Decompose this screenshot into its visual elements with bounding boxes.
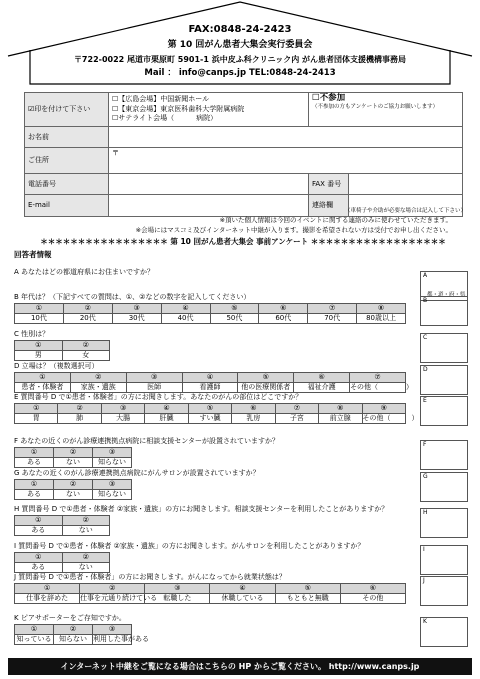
option-label: すい臓: [188, 414, 231, 424]
answer-options: [14, 583, 406, 604]
option-number: ①: [15, 448, 54, 458]
option-label: 30代: [112, 314, 161, 324]
option-label: 利用した事がある: [93, 635, 149, 644]
option-number: ②: [58, 404, 101, 414]
answer-box-letter: C: [423, 334, 428, 341]
option-number: ①: [15, 625, 54, 635]
answer-box[interactable]: [420, 333, 468, 363]
option-label: 男: [15, 351, 63, 361]
option-number: ③: [93, 448, 132, 458]
notes-hint: （車椅子や介助が必要な場合は記入して下さい）: [344, 208, 466, 214]
option-number: ②: [62, 553, 110, 563]
answer-box-letter: B: [423, 297, 428, 304]
option-number: ⑦: [308, 304, 357, 314]
option-label: 10代: [15, 314, 64, 324]
option-number: ⑤: [188, 404, 231, 414]
option-number: ⑤: [275, 584, 340, 594]
option-number: ②: [70, 373, 126, 383]
answer-box-letter: F: [423, 441, 427, 448]
option-number: ①: [15, 341, 63, 351]
option-number: ⑥: [259, 304, 308, 314]
committee-name: 第 10 回がん患者大集会実行委員会: [167, 40, 313, 50]
answer-box[interactable]: [420, 617, 468, 647]
answer-options: [14, 403, 419, 424]
option-label: もともと無職: [275, 594, 340, 604]
answer-box-letter: D: [423, 366, 428, 373]
option-number: ②: [54, 480, 93, 490]
question-text: J 質問番号 D で①患者・体験者」の方にお聞きします。がんになってから就業状態は？: [14, 573, 286, 581]
option-number: ⑧: [319, 404, 362, 414]
option-label: ある: [15, 526, 63, 536]
registration-form: [24, 92, 463, 217]
answer-box-letter: E: [423, 397, 427, 404]
answer-box[interactable]: [420, 508, 468, 538]
venue-options: [109, 93, 309, 127]
address-label: ご住所: [25, 148, 109, 174]
answer-options: [14, 340, 110, 361]
answer-box[interactable]: [420, 576, 468, 606]
option-number: ③: [112, 304, 161, 314]
option-number: ④: [145, 404, 188, 414]
phone-field[interactable]: [109, 174, 309, 195]
option-label: ある: [15, 458, 54, 468]
option-label: 福祉介護: [294, 383, 350, 393]
option-label: 知らない: [93, 490, 132, 500]
media-notice: ※会場にはマスコミ及びインターネット中継が入ります。撮影を希望されない方は受付でお申し出ください。: [135, 226, 452, 234]
not-attending-cell: [309, 93, 463, 127]
option-number: ③: [145, 584, 210, 594]
option-number: ①: [15, 516, 63, 526]
answer-box-letter: A: [423, 272, 428, 279]
answer-box-letter: H: [423, 509, 428, 516]
answer-box-hint: 都・道・府・県: [427, 291, 466, 298]
not-attending-note: （不参加の方もアンケートのご協力お願いします）: [312, 103, 439, 110]
option-number: ⑤: [210, 304, 259, 314]
option-number: ⑧: [357, 304, 406, 314]
question-text: E 質問番号 D で①患者・体験者」の方にお聞きします。あなたのがんの部位はどこですか？: [14, 393, 303, 401]
option-label: その他: [340, 594, 405, 604]
option-label: ある: [15, 563, 63, 573]
contact-info: Mail ： info@canps.jp TEL:0848-24-2413: [144, 68, 336, 78]
answer-box[interactable]: [420, 440, 468, 470]
answer-box[interactable]: [420, 472, 468, 502]
option-number: ⑦: [275, 404, 318, 414]
option-number: ②: [62, 516, 110, 526]
option-number: ②: [62, 341, 110, 351]
option-number: ②: [63, 304, 112, 314]
option-label: 50代: [210, 314, 259, 324]
option-number: ⑥: [232, 404, 275, 414]
option-number: ③: [93, 480, 132, 490]
option-number: ②: [80, 584, 145, 594]
fax-field[interactable]: [349, 174, 463, 195]
option-label: 肺: [58, 414, 101, 424]
option-number: ③: [126, 373, 182, 383]
letterhead: [0, 0, 480, 86]
option-label: 知っている: [16, 635, 52, 644]
answer-options: [14, 479, 132, 500]
option-number: ②: [54, 448, 93, 458]
option-label: ない: [62, 526, 110, 536]
question-text: I 質問番号 D で①患者・体験者 ②家族・遺族」の方にお聞きします。がんサロンを利用したことがありますか？: [14, 542, 365, 550]
option-label: 医師: [126, 383, 182, 393]
option-number: ①: [15, 480, 54, 490]
option-label: 仕事を辞めた: [15, 594, 80, 604]
answer-box[interactable]: [420, 545, 468, 575]
option-label: 前立腺: [319, 414, 362, 424]
option-number: ①: [15, 553, 63, 563]
option-number: ⑦: [350, 373, 406, 383]
answer-options: [14, 552, 110, 573]
answer-box[interactable]: [420, 296, 468, 326]
option-label: 仕事を元通り続けている: [80, 594, 158, 603]
option-number: ①: [15, 584, 80, 594]
answer-box-letter: I: [423, 546, 425, 553]
option-label: 女: [62, 351, 110, 361]
option-label: 80歳以上: [357, 314, 406, 324]
answer-options: [14, 515, 110, 536]
answer-options: [14, 447, 132, 468]
option-number: ④: [161, 304, 210, 314]
option-number: ③: [93, 625, 132, 635]
option-number: ⑥: [340, 584, 405, 594]
email-label: E-mail: [25, 195, 109, 217]
venue-satellite[interactable]: ☐サテライト会場（ 病院）: [112, 114, 218, 123]
question-text: G あなたの近くのがん診療連携拠点病院にがんサロンが設置されていますか？: [14, 469, 260, 477]
answer-options: [14, 372, 414, 393]
question-text: H 質問番号 D で①患者・体験者 ②家族・遺族」の方にお聞きします。相談支援センターを利用したことがありますか？: [14, 505, 389, 513]
option-label: 他の医療関係者: [238, 383, 294, 393]
option-number: ⑨: [362, 404, 406, 414]
survey-title: ＊＊＊＊＊＊＊＊＊＊＊＊＊＊＊＊＊ 第 10 回がん患者大集会 事前アンケート ＊＊＊＊＊＊＊＊＊＊＊＊＊＊＊＊＊＊: [40, 237, 446, 246]
fax-label: FAX 番号: [309, 174, 349, 195]
question-text: A あなたはどの都道府県にお住まいですか？: [14, 268, 155, 276]
office-address: 〒722-0022 尾道市栗原町 5901-1 浜中皮ふ科クリニック内 がん患者団体支援機構事務局: [73, 55, 407, 64]
not-attending-checkbox[interactable]: ☐不参加: [312, 93, 346, 103]
footer-banner: インターネット中継をご覧になる場合はこちらの HP からご覧ください。 http://www.canps.jp: [8, 658, 472, 675]
phone-label: 電話番号: [25, 174, 109, 195]
venue-hiroshima[interactable]: ☐【広島会場】中国新聞ホール: [112, 95, 210, 104]
option-label: その他（ ）: [350, 383, 414, 392]
option-number: ⑥: [294, 373, 350, 383]
answer-box[interactable]: [420, 396, 468, 426]
question-text: C 性別は？: [14, 330, 50, 338]
option-label: 肝臓: [145, 414, 188, 424]
option-label: 胃: [15, 414, 58, 424]
notes-label: 連絡欄: [309, 195, 349, 217]
option-label: 子宮: [275, 414, 318, 424]
option-label: 60代: [259, 314, 308, 324]
name-field[interactable]: [109, 127, 463, 148]
option-label: 大腸: [101, 414, 144, 424]
option-label: 患者・体験者: [15, 383, 71, 393]
question-text: B 年代は？（下記すべての質問は、①、②などの数字を記入してください）: [14, 293, 251, 301]
option-number: ②: [54, 625, 93, 635]
answer-options: [14, 624, 149, 645]
option-label: 休職している: [210, 594, 275, 604]
option-number: ①: [15, 304, 64, 314]
option-label: ない: [62, 563, 110, 573]
option-label: ない: [54, 490, 93, 500]
question-text: K ピアサポーターをご存知ですか。: [14, 614, 126, 622]
option-label: 70代: [308, 314, 357, 324]
option-label: その他（ ）: [362, 414, 419, 423]
option-number: ⑤: [238, 373, 294, 383]
option-label: 知らない: [54, 635, 93, 645]
option-label: 40代: [161, 314, 210, 324]
question-text: F あなたの近くのがん診療連携拠点病院に相談支援センターが設置されていますか？: [14, 437, 279, 445]
answer-box[interactable]: [420, 365, 468, 395]
address-field[interactable]: [109, 148, 463, 174]
option-label: 家族・遺族: [70, 383, 126, 393]
option-number: ①: [15, 373, 71, 383]
venue-instruction: ☑印を付けて下さい: [25, 93, 109, 127]
option-label: ない: [54, 458, 93, 468]
fax-number: FAX:0848-24-2423: [188, 24, 292, 35]
option-number: ④: [210, 584, 275, 594]
answer-box-letter: J: [423, 577, 425, 584]
option-label: 乳房: [232, 414, 275, 424]
option-label: 知らない: [93, 458, 132, 468]
option-number: ④: [182, 373, 238, 383]
option-number: ③: [101, 404, 144, 414]
privacy-notice: ※頂いた個人情報は今回のイベントに関する連絡のみに使わせていただきます。: [219, 216, 452, 224]
answer-box-letter: G: [423, 473, 428, 480]
venue-tokyo[interactable]: ☐【東京会場】東京医科歯科大学附属病院: [112, 104, 245, 113]
answer-options: [14, 303, 406, 324]
name-label: お名前: [25, 127, 109, 148]
option-label: 20代: [63, 314, 112, 324]
option-number: ①: [15, 404, 58, 414]
respondent-info-heading: 回答者情報: [14, 250, 52, 259]
answer-box-letter: K: [423, 618, 427, 625]
option-label: 看護師: [182, 383, 238, 393]
postal-mark: 〒: [112, 149, 119, 157]
question-text: D 立場は？（複数選択可）: [14, 362, 99, 370]
option-label: 転職した: [145, 594, 210, 604]
option-label: ある: [15, 490, 54, 500]
